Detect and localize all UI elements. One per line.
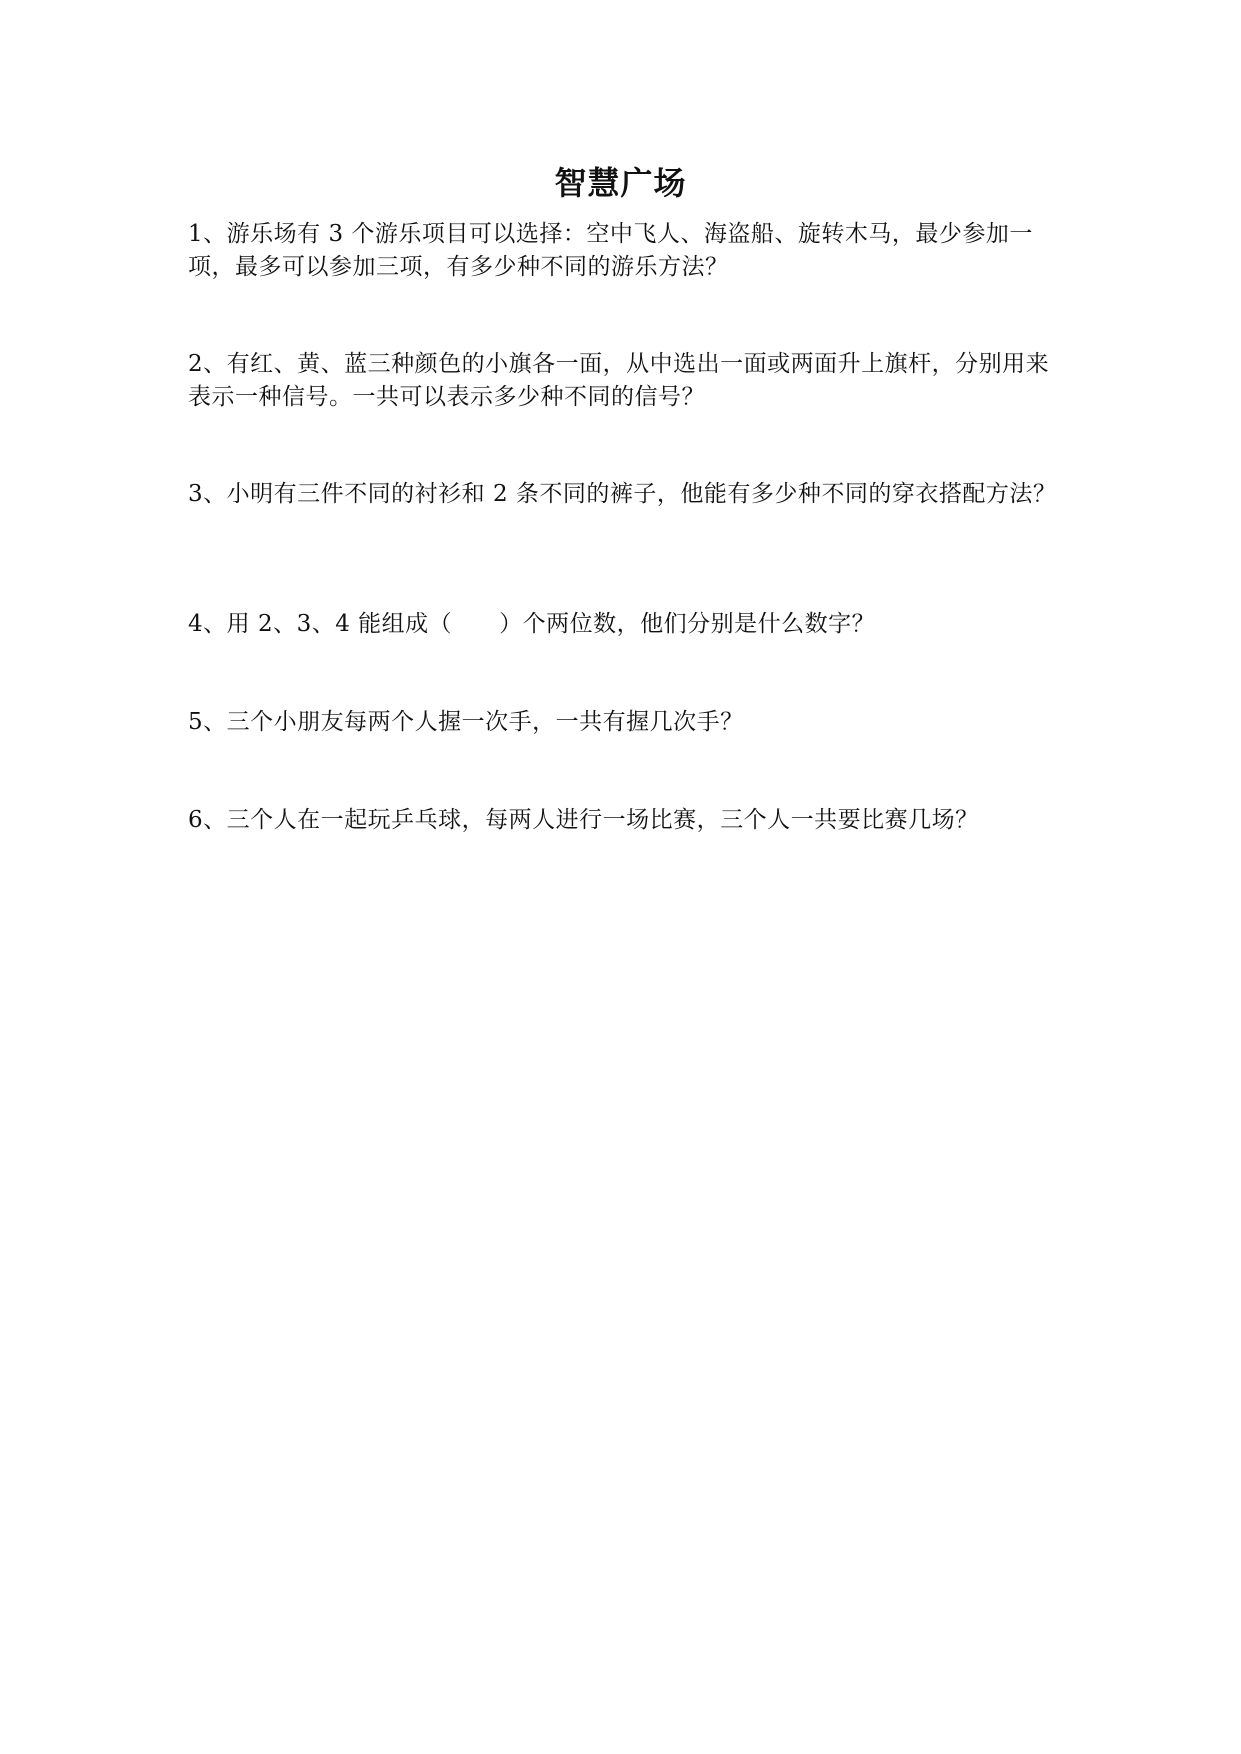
question-5: 5、三个小朋友每两个人握一次手，一共有握几次手？	[188, 709, 744, 735]
page-title: 智慧广场	[554, 164, 687, 202]
question-6: 6、三个人在一起玩乒乓球，每两人进行一场比赛，三个人一共要比赛几场？	[188, 807, 979, 833]
question-3: 3、小明有三件不同的衬衫和 2 条不同的裤子，他能有多少种不同的穿衣搭配方法？	[188, 481, 1057, 507]
question-4: 4、用 2、3、4 能组成（ ）个两位数，他们分别是什么数字？	[188, 611, 876, 637]
question-1: 1、游乐场有 3 个游乐项目可以选择：空中飞人、海盗船、旋转木马，最少参加一项，最多可以参加三项，有多少种不同的游乐方法？	[188, 221, 1033, 280]
question-2: 2、有红、黄、蓝三种颜色的小旗各一面，从中选出一面或两面升上旗杆，分别用来表示一种信号。一共可以表示多少种不同的信号？	[188, 351, 1050, 410]
